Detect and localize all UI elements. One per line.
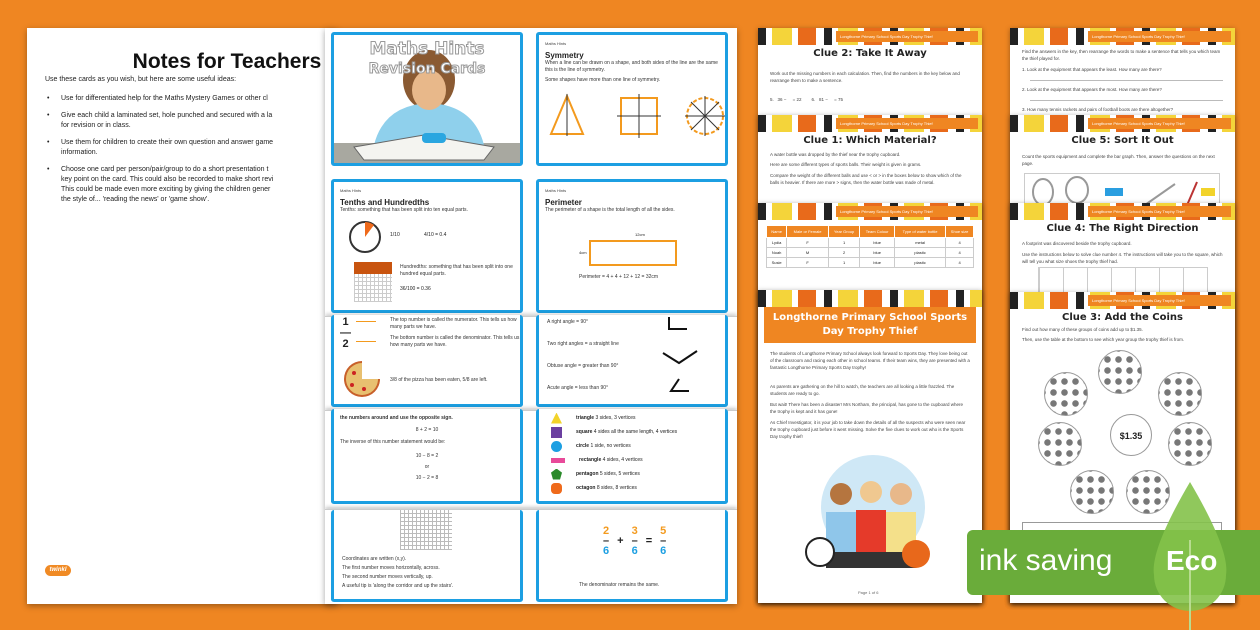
table-row [767, 238, 974, 248]
coin-group [1044, 372, 1088, 416]
perimeter-card [536, 179, 728, 313]
angle-text: Obtuse angle = greater than 90° [547, 363, 619, 369]
shape-desc: 5 sides, 5 vertices [599, 471, 640, 477]
shape-row [545, 467, 719, 481]
table-cell: M [787, 248, 829, 258]
card-title: Perimeter [545, 198, 582, 207]
angles-card [536, 315, 728, 407]
shape-row [545, 411, 719, 425]
notes-for-teachers-page [27, 28, 337, 604]
table-cell: metal [894, 238, 945, 248]
card-label: Maths Hints [545, 188, 567, 193]
numerator-text: The top number is called the numerator. This tells us how many parts we have. [390, 317, 517, 330]
children-illustration [798, 452, 938, 572]
intro-paragraph: As parents are gathering on the hill to watch, the teachers are all looking a little frazzled. The students are ready to go. [770, 384, 955, 396]
worksheet-text: Here are some different types of sports balls. Their weight is given in grams. [770, 162, 922, 167]
worksheet-text: Work out the missing numbers in each calculation. Then, find the numbers in the key below and rearrange them to make a sentence. [770, 71, 960, 83]
intro-title: Longthorne Primary School Sports Day Trophy Thief [764, 307, 976, 343]
coin-group [1070, 470, 1114, 514]
table-header: Male or Female [787, 226, 829, 238]
card-label: Maths Hints [545, 41, 567, 46]
worksheet-banner: Longthorne Primary School Sports Day Trophy Thief [1010, 292, 1235, 309]
table-header: Shoe size [946, 226, 974, 238]
worksheet-banner: Longthorne Primary School Sports Day Trophy Thief [1010, 115, 1235, 132]
worksheet-title: Clue 3: Add the Coins [1062, 312, 1183, 323]
width-label: 12cm [635, 232, 645, 237]
card-title: Symmetry [545, 51, 584, 60]
suspects-table [766, 225, 974, 268]
worksheet-question: 3. How many tennis rackets and pairs of football boots are there altogether? [1022, 107, 1174, 112]
angle-text: Acute angle = less than 90° [547, 385, 609, 391]
eco-label: Eco [1166, 545, 1218, 576]
worksheet-banner [758, 290, 982, 307]
tenths-wheel [348, 220, 382, 254]
table-cell: F [787, 238, 829, 248]
notes-title: Notes for Teachers [132, 50, 322, 73]
fractions-card: 1 — 2 The top number is called the numerator. This tells us how many parts we have. The bottom number is called the denominator. This tells us how many parts we have. 3/8 of the pizza has been eaten, 5/8 are left. [331, 315, 523, 407]
shape-desc: 4 sides, 4 vertices [602, 457, 643, 463]
circle-icon [551, 441, 562, 452]
card-strip [325, 509, 737, 604]
table-cell: blue [860, 258, 895, 268]
card-text: When a line can be drawn on a shape, and both sides of the line are the same this is the line of symmetry. [545, 60, 718, 73]
card-text: The second number moves vertically, up. [342, 574, 433, 580]
table-cell: F [787, 258, 829, 268]
table-cell: 1 [828, 238, 859, 248]
shape-name: square [576, 429, 593, 435]
worksheet-text: Then, use the table at the bottom to see which year group the trophy thief is from. [1022, 337, 1185, 342]
card-text: A useful tip is 'along the corridor and up the stairs'. [342, 583, 454, 589]
shape-desc: 8 sides, 8 vertices [596, 485, 637, 491]
fraction-hundredths: 36/100 = 0.36 [400, 286, 431, 292]
pizza-illustration [342, 359, 382, 399]
worksheet-title: Clue 1: Which Material? [803, 135, 937, 146]
fraction-sum: 2 – 6 + 3 – 6 = 5 – 6 [603, 525, 667, 557]
worksheet-text: Compare the weight of the different balls and use < or > in the boxes below to show which of the balls is heavier. If there are more > signs, then the water bottle was made of metal. [770, 173, 962, 185]
page-number: Page 1 of 6 [858, 590, 879, 595]
worksheet-banner: Longthorne Primary School Sports Day Trophy Thief [758, 203, 982, 220]
height-label: 4cm [579, 250, 587, 255]
shape-name: rectangle [579, 457, 602, 463]
card-text: The first number moves horizontally, across. [342, 565, 440, 571]
worksheet-text: A water bottle was dropped by the thief near the trophy cupboard. [770, 152, 901, 157]
denominator-text: The bottom number is called the denominator. This tells us how many parts we have. [390, 335, 520, 348]
card-label: Maths Hints [340, 188, 362, 193]
worksheet-text: Count the sports equipment and complete the bar graph. Then, answer the questions on the next page. [1022, 154, 1215, 166]
table-cell: 4 [946, 248, 974, 258]
perimeter-rectangle [589, 240, 677, 266]
equation: 8 + 2 = 10 [415, 427, 439, 433]
intro-paragraph: The students of Longthorne Primary School always look forward to Sports Day. They love being out of the classroom and racing each other in school teams. If their team wins, they are presented with a fantastic Longthorne Primary Sports Day trophy! [770, 351, 970, 370]
card-text: Coordinates are written (x,y). [342, 556, 407, 562]
shape-row [545, 425, 719, 439]
inverse-card [331, 409, 523, 504]
shape-name: triangle [576, 415, 595, 421]
worksheet-text: Find out how many of these groups of coins add up to $1.35. [1022, 327, 1143, 332]
card-strip [325, 410, 737, 507]
equation: 10 − 8 = 2 [415, 453, 439, 459]
twinkl-logo: twinkl [45, 565, 71, 576]
worksheet-question: 5. 36 − = 22 6. 81 − = 75 [770, 97, 844, 102]
tenths-hundredths-card [331, 179, 523, 313]
shape-row [545, 453, 719, 467]
shapes-card [536, 409, 728, 504]
intro-paragraph: But wait! There has been a disaster! Mrs Northam, the principal, has gone to the cupboard where the trophy is kept and it has gone! [770, 402, 964, 414]
notes-bullet: • Use for differentiated help for the Maths Mystery Games or other cl [45, 94, 337, 104]
table-header: Year Group [828, 226, 859, 238]
worksheet-banner: Longthorne Primary School Sports Day Trophy Thief [1010, 28, 1235, 45]
fraction-tenth: 1/10 [390, 232, 400, 238]
coordinates-card [331, 510, 523, 602]
angle-text: Two right angles = a straight line [547, 341, 619, 347]
square-icon [551, 427, 562, 438]
notes-bullets [45, 94, 337, 212]
octagon-icon [551, 483, 562, 494]
worksheet-title: Clue 5: Sort It Out [1071, 135, 1174, 146]
shape-list [545, 411, 719, 495]
shape-name: pentagon [576, 471, 599, 477]
coin-group [1168, 422, 1212, 466]
table-cell: Lydia [767, 238, 787, 248]
shape-desc: 1 side, no vertices [590, 443, 631, 449]
card-text: The denominator remains the same. [579, 582, 660, 588]
card-text: The inverse of this number statement would be: [340, 439, 446, 445]
table-header: Type of water bottle [894, 226, 945, 238]
worksheet-title: Clue 4: The Right Direction [1046, 223, 1199, 234]
coin-group [1098, 350, 1142, 394]
card-title: Tenths and Hundredths [340, 198, 430, 207]
denominator: 2 [342, 338, 349, 350]
adding-fractions-card [536, 510, 728, 602]
hundredths-grid [354, 262, 392, 302]
shape-name: circle [576, 443, 590, 449]
card-text: The perimeter of a shape is the total length of all the sides. [545, 207, 675, 213]
notes-intro: Use these cards as you wish, but here are some useful ideas: [45, 76, 237, 83]
coin-group [1038, 422, 1082, 466]
triangle-icon [551, 413, 562, 424]
table-cell: blue [860, 238, 895, 248]
worksheet-question: 1. Look at the equipment that appears the least. How many are there? [1022, 67, 1162, 72]
cover-card [331, 32, 523, 166]
intro-paragraph: As Chief Investigator, it is your job to take down the details of all the suspects who were seen near the trophy cupboard just before it went missing. Solve the five clues to work out who is the Sports Day trophy thief! [770, 420, 966, 439]
worksheet-banner: Longthorne Primary School Sports Day Trophy Thief [1010, 203, 1235, 220]
revision-cards-sheet [325, 28, 737, 604]
table-cell: plastic [894, 248, 945, 258]
table-cell: Noah [767, 248, 787, 258]
table-header: Team Colour [860, 226, 895, 238]
shape-row [545, 481, 719, 495]
card-text: the numbers around and use the opposite sign. [340, 415, 453, 421]
equation: 10 − 2 = 8 [415, 475, 439, 481]
table-cell: 4 [946, 258, 974, 268]
table-row [767, 248, 974, 258]
symmetry-card [536, 32, 728, 166]
pizza-text: 3/8 of the pizza has been eaten, 5/8 are left. [390, 377, 488, 383]
table-cell: 4 [946, 238, 974, 248]
worksheet-banner: Longthorne Primary School Sports Day Trophy Thief [758, 28, 982, 45]
card-text: Some shapes have more than one line of symmetry. [545, 77, 661, 83]
shape-name: octagon [576, 485, 596, 491]
worksheet-text: Use the instructions below to solve clue number 4. The instructions will take you to the square, which will tell you what size shoes the trophy thief had. [1022, 252, 1223, 264]
cover-title-line1: Maths Hints [369, 39, 485, 59]
worksheet-banner: Longthorne Primary School Sports Day Trophy Thief [758, 115, 982, 132]
or-text: or [424, 464, 430, 470]
worksheet-question: 2. Look at the equipment that appears the most. How many are there? [1022, 87, 1162, 92]
shape-desc: 3 sides, 3 vertices [595, 415, 636, 421]
angle-diagrams [657, 315, 717, 401]
card-strip [325, 316, 737, 408]
pentagon-icon [551, 469, 562, 480]
worksheet-text: Find the answers in the key, then rearrange the words to make a sentence that tells you which team the thief played for. [1022, 49, 1221, 61]
table-header: Name [767, 226, 787, 238]
coin-group [1158, 372, 1202, 416]
target-amount: $1.35 [1110, 414, 1152, 456]
shape-desc: 4 sides all the same length, 4 vertices [593, 429, 678, 435]
table-cell: 2 [828, 248, 859, 258]
coordinate-grid [400, 510, 452, 550]
perimeter-formula: Perimeter = 4 + 4 + 12 + 12 = 32cm [579, 274, 659, 280]
table-cell: 1 [828, 258, 859, 268]
fraction-four-tenths: 4/10 = 0.4 [424, 232, 447, 238]
table-row [767, 258, 974, 268]
table-cell: Susie [767, 258, 787, 268]
rectangle-icon [551, 458, 565, 463]
shape-row [545, 439, 719, 453]
worksheet-text: A footprint was discovered beside the trophy cupboard. [1022, 241, 1132, 246]
table-cell: plastic [894, 258, 945, 268]
card-text: Tenths: something that has been split into ten equal parts. [340, 207, 468, 213]
symmetry-shapes [545, 90, 725, 138]
ink-saving-text: ink saving [979, 544, 1113, 577]
angle-text: A right angle = 90° [547, 319, 589, 325]
notes-bullet: • Give each child a laminated set, hole punched and secured with a la for revision or in class. [45, 111, 337, 131]
cover-title-line2: Revision Cards [368, 61, 486, 77]
numerator: 1 [342, 316, 349, 328]
worksheet-intro [758, 290, 982, 603]
worksheet-title: Clue 2: Take It Away [813, 48, 927, 59]
table-cell: blue [860, 248, 895, 258]
notes-bullet: • Choose one card per person/pair/group to do a short presentation t key point on the card. This could also be recorded to make short revi This could be made even more exciting by giving the children gener the style of... 'reading the news' or 'game show'. [45, 165, 337, 205]
notes-bullet: • Use them for children to create their own question and answer game information. [45, 138, 337, 158]
card-text: Hundredths: something that has been split into one hundred equal parts. [400, 264, 513, 277]
